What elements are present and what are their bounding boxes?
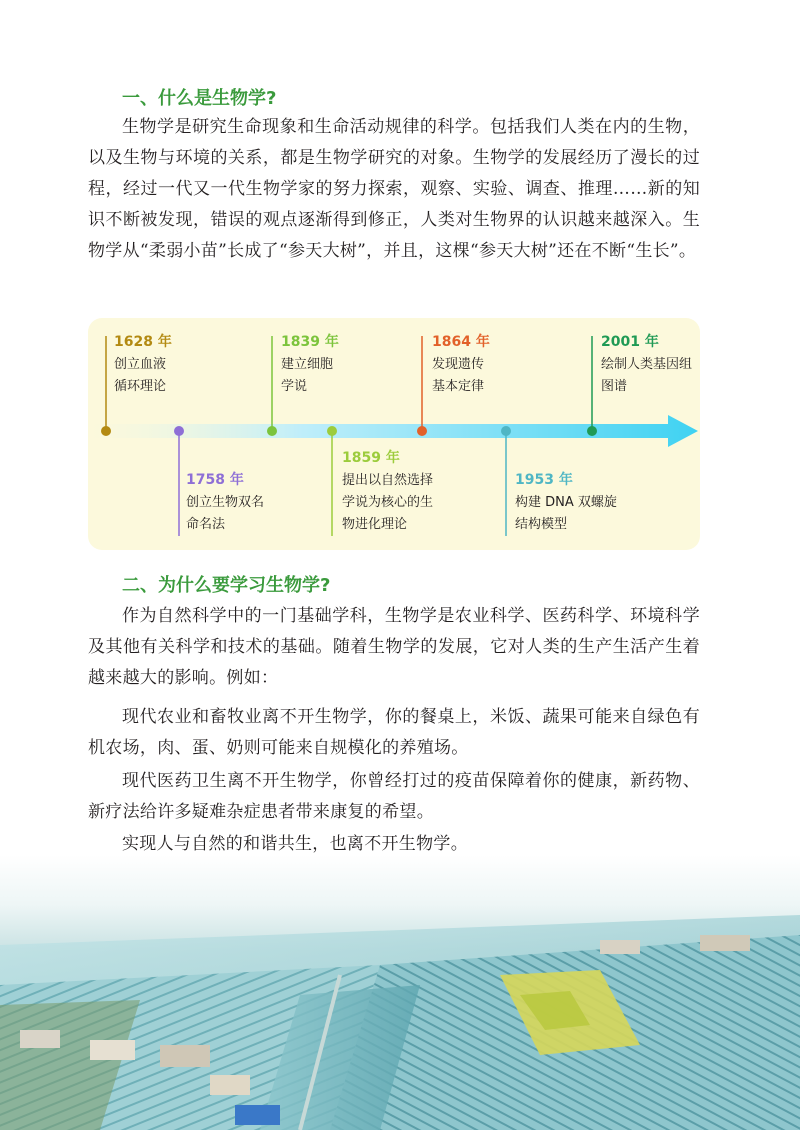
timeline-event-1628 — [114, 332, 172, 398]
timeline-dot — [327, 426, 337, 436]
timeline-dot — [587, 426, 597, 436]
event-description: 绘制人类基因组 图谱 — [601, 357, 693, 394]
event-description: 提出以自然选择 学说为核心的生 物进化理论 — [342, 473, 434, 532]
event-description: 创立生物双名 命名法 — [186, 495, 265, 532]
event-year: 1859 年 — [342, 450, 400, 466]
event-description: 创立血液 循环理论 — [114, 357, 167, 394]
timeline-dot — [101, 426, 111, 436]
timeline-dot — [501, 426, 511, 436]
event-description: 发现遗传 基本定律 — [432, 357, 485, 394]
section2-paragraph-3: 现代医药卫生离不开生物学，你曾经打过的疫苗保障着你的健康，新药物、新疗法给许多疑难杂症患者带来康复的希望。 — [88, 771, 700, 822]
event-year: 1758 年 — [186, 472, 244, 488]
event-description: 建立细胞 学说 — [281, 357, 334, 394]
timeline-event-1864 — [432, 332, 490, 398]
timeline-dot — [267, 426, 277, 436]
section2-heading: 二、为什么要学习生物学? — [122, 575, 331, 596]
event-year: 1864 年 — [432, 334, 490, 350]
event-year: 1839 年 — [281, 334, 339, 350]
timeline-dot — [174, 426, 184, 436]
section2-paragraph-2: 现代农业和畜牧业离不开生物学，你的餐桌上，米饭、蔬果可能来自绿色有机农场，肉、蛋、奶则可能来自规模化的养殖场。 — [88, 707, 700, 758]
section1-heading: 一、什么是生物学? — [122, 88, 277, 109]
timeline-event-1839 — [281, 332, 339, 398]
timeline-event-1859 — [342, 448, 433, 536]
section2-paragraph-4: 实现人与自然的和谐共生，也离不开生物学。 — [122, 834, 468, 854]
section1-paragraph: 生物学是研究生命现象和生命活动规律的科学。包括我们人类在内的生物，以及生物与环境的关系，都是生物学研究的对象。生物学的发展经历了漫长的过程，经过一代又一代生物学家的努力探索，观察、实验、调查、推理……新的知识不断被发现，错误的观点逐渐得到修正，人类对生物界的认识越来越深入。生物学从“柔弱小苗”长成了“参天大树”，并且，这棵“参天大树”还在不断“生长”。 — [88, 117, 700, 261]
event-description: 构建 DNA 双螺旋 结构模型 — [515, 495, 617, 532]
timeline-event-2001 — [601, 332, 692, 398]
section2-paragraph-1: 作为自然科学中的一门基础学科，生物学是农业科学、医药科学、环境科学及其他有关科学和技术的基础。随着生物学的发展，它对人类的生产生活产生着越来越大的影响。例如： — [88, 606, 700, 688]
event-year: 2001 年 — [601, 334, 659, 350]
greenhouse-farmland-photo — [0, 855, 800, 1130]
timeline-event-1953 — [515, 470, 617, 536]
biology-history-timeline — [88, 318, 700, 550]
timeline-dot — [417, 426, 427, 436]
event-year: 1953 年 — [515, 472, 573, 488]
event-year: 1628 年 — [114, 334, 172, 350]
timeline-event-1758 — [186, 470, 264, 536]
